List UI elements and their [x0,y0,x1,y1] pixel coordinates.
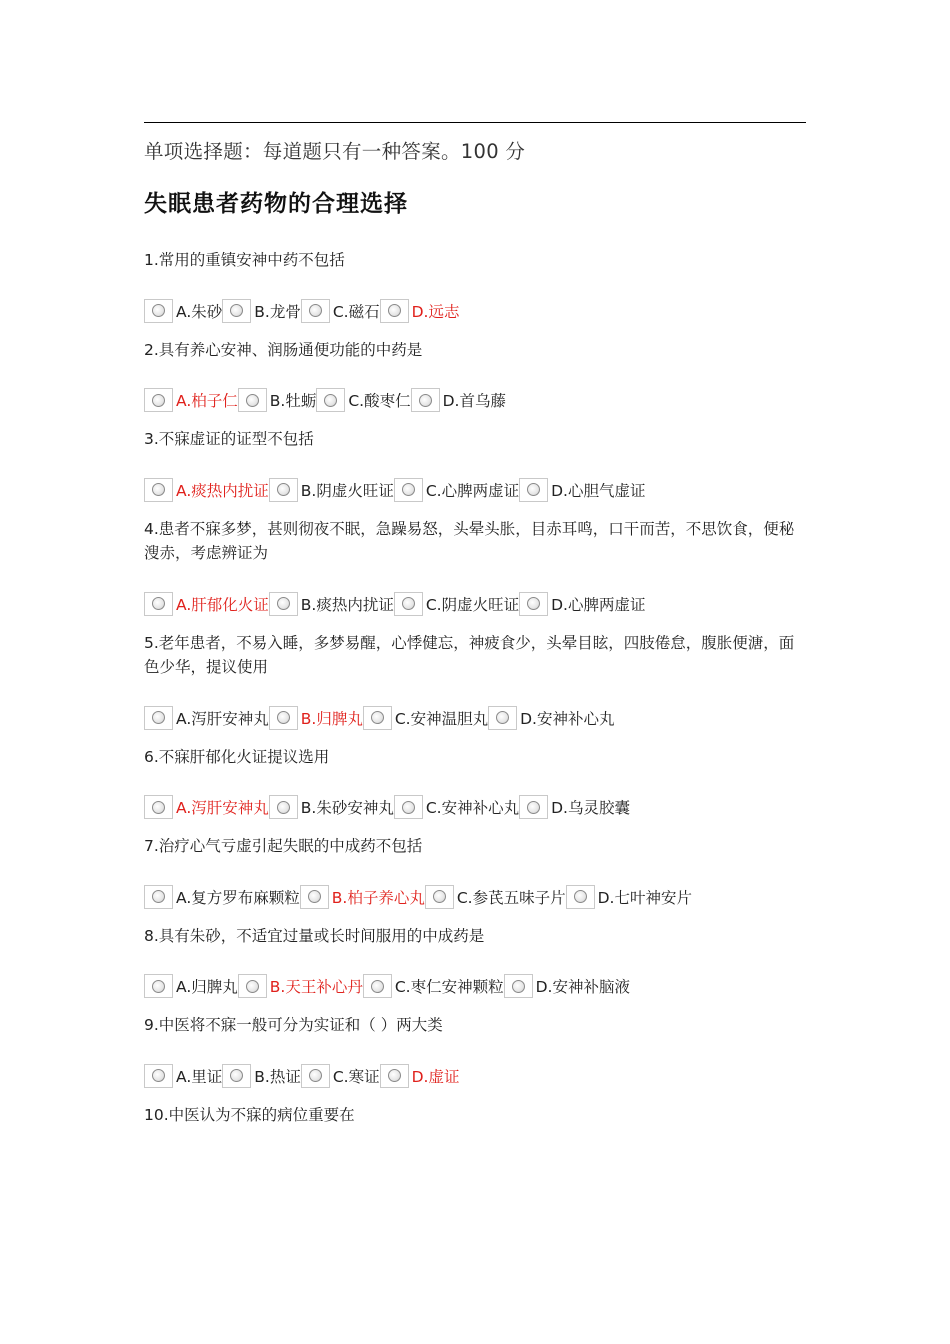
radio-circle-icon [402,597,415,610]
option-label: C.安神补心丸 [425,799,520,817]
options-row [144,296,806,326]
option-radio-button[interactable] [301,299,330,323]
option-radio-button[interactable] [316,388,345,412]
top-rule [144,122,806,123]
options-row [144,703,806,733]
option-label: C.酸枣仁 [348,392,411,410]
option-radio-button[interactable] [519,592,548,616]
radio-circle-icon [152,394,165,407]
radio-circle-icon [512,980,525,993]
option-radio-button[interactable] [144,592,173,616]
question-text: 7.治疗心气亏虚引起失眠的中成药不包括 [144,837,423,855]
option-radio-button[interactable] [363,706,392,730]
radio-circle-icon [246,980,259,993]
radio-circle-icon [371,711,384,724]
question-text: 2.具有养心安神、润肠通便功能的中药是 [144,340,423,359]
option-label: A.复方罗布麻颗粒 [176,888,300,907]
option-label-correct: D.远志 [411,302,460,321]
radio-circle-icon [388,304,401,317]
question-text: 6.不寐肝郁化火证提议选用 [144,747,330,766]
option-radio-button[interactable] [238,974,267,998]
option-label: A.泻肝安神丸 [176,709,269,728]
option-label: A.归脾丸 [176,978,238,996]
option-label: D.乌灵胶囊 [551,799,630,817]
question-text: 10.中医认为不寐的病位重要在 [144,1105,355,1124]
option-label-correct: A.柏子仁 [176,392,238,410]
question-2 [144,338,806,416]
radio-circle-icon [402,483,415,496]
radio-circle-icon [309,304,322,317]
question-text: 8.具有朱砂，不适宜过量或长时间服用的中成药是 [144,926,485,945]
question-text: 3.不寐虚证的证型不包括 [144,430,314,448]
option-label-correct: A.泻肝安神丸 [176,799,269,817]
radio-circle-icon [277,801,290,814]
option-radio-button[interactable] [222,299,251,323]
option-label-correct: D.虚证 [411,1067,460,1086]
option-label: D.七叶神安片 [597,888,692,907]
option-radio-button[interactable] [300,885,329,909]
radio-circle-icon [527,597,540,610]
radio-circle-icon [402,801,415,814]
option-radio-button[interactable] [269,706,298,730]
option-radio-button[interactable] [144,388,173,412]
radio-circle-icon [152,711,165,724]
radio-circle-icon [574,890,587,903]
option-label: B.朱砂安神丸 [300,799,394,817]
radio-circle-icon [152,304,165,317]
options-row [144,1061,806,1091]
question-1 [144,248,806,326]
option-label: C.阴虚火旺证 [425,595,520,614]
options-row [144,882,806,912]
option-label: D.首乌藤 [442,392,506,410]
instructions-header: 单项选择题：每道题只有一种答案。100 分 [144,140,526,163]
radio-circle-icon [433,890,446,903]
option-radio-button[interactable] [269,592,298,616]
option-radio-button[interactable] [504,974,533,998]
option-label: B.痰热内扰证 [300,595,394,614]
option-label: B.阴虚火旺证 [300,481,394,500]
option-radio-button[interactable] [394,592,423,616]
option-label: A.里证 [176,1067,223,1086]
option-label: D.安神补脑液 [535,978,630,996]
radio-circle-icon [527,483,540,496]
option-radio-button[interactable] [144,1064,173,1088]
option-radio-button[interactable] [488,706,517,730]
radio-circle-icon [152,801,165,814]
option-label: A.朱砂 [176,302,223,321]
options-row [144,971,806,1001]
option-label: B.牡蛎 [269,392,317,410]
option-radio-button[interactable] [144,974,173,998]
question-4 [144,517,806,619]
option-radio-button[interactable] [363,974,392,998]
option-radio-button[interactable] [380,1064,409,1088]
question-list [144,248,806,1127]
option-label: D.安神补心丸 [520,709,615,728]
question-10 [144,1103,806,1128]
options-row [144,475,806,505]
option-radio-button[interactable] [519,478,548,502]
option-radio-button[interactable] [411,388,440,412]
option-label-correct: B.归脾丸 [300,709,363,728]
question-text: 1.常用的重镇安神中药不包括 [144,251,345,269]
option-label: B.热证 [254,1067,301,1086]
option-radio-button[interactable] [394,478,423,502]
option-label-correct: B.柏子养心丸 [331,888,425,907]
radio-circle-icon [277,483,290,496]
radio-circle-icon [230,1069,243,1082]
option-radio-button[interactable] [144,478,173,502]
radio-circle-icon [152,597,165,610]
question-5 [144,631,806,733]
radio-circle-icon [388,1069,401,1082]
option-label-correct: B.天王补心丹 [269,978,363,996]
question-text: 5.老年患者，不易入睡，多梦易醒，心悸健忘，神疲食少，头晕目眩，四肢倦怠，腹胀便溏，面色少华，提议使用 [144,633,795,676]
radio-circle-icon [527,801,540,814]
options-row [144,385,806,415]
radio-circle-icon [277,597,290,610]
radio-circle-icon [152,980,165,993]
radio-circle-icon [371,980,384,993]
option-radio-button[interactable] [144,299,173,323]
question-6 [144,745,806,823]
question-text: 4.患者不寐多梦，甚则彻夜不眠，急躁易怒，头晕头胀，目赤耳鸣，口干而苦，不思饮食，便秘溲赤，考虑辨证为 [144,519,795,562]
option-radio-button[interactable] [269,478,298,502]
radio-circle-icon [419,394,432,407]
option-radio-button[interactable] [238,388,267,412]
option-radio-button[interactable] [269,795,298,819]
option-radio-button[interactable] [566,885,595,909]
radio-circle-icon [230,304,243,317]
option-label: C.参芪五味子片 [456,888,566,907]
options-row [144,792,806,822]
question-7 [144,834,806,912]
option-radio-button[interactable] [301,1064,330,1088]
radio-circle-icon [246,394,259,407]
option-label: C.心脾两虚证 [425,481,520,500]
radio-circle-icon [308,890,321,903]
option-label: C.安神温胆丸 [394,709,489,728]
option-radio-button[interactable] [144,795,173,819]
option-radio-button[interactable] [144,706,173,730]
option-radio-button[interactable] [380,299,409,323]
question-8 [144,924,806,1002]
page-title: 失眠患者药物的合理选择 [144,191,408,217]
option-radio-button[interactable] [144,885,173,909]
option-radio-button[interactable] [394,795,423,819]
question-3 [144,427,806,505]
options-row [144,589,806,619]
option-label-correct: A.痰热内扰证 [176,481,269,500]
option-label-correct: A.肝郁化火证 [176,595,269,614]
option-label: C.寒证 [332,1067,380,1086]
option-radio-button[interactable] [519,795,548,819]
radio-circle-icon [309,1069,322,1082]
option-label: D.心胆气虚证 [551,481,646,500]
option-radio-button[interactable] [425,885,454,909]
option-label: D.心脾两虚证 [551,595,646,614]
option-label: C.枣仁安神颗粒 [394,978,504,996]
option-label: B.龙骨 [254,302,301,321]
option-radio-button[interactable] [222,1064,251,1088]
option-label: C.磁石 [332,302,380,321]
radio-circle-icon [324,394,337,407]
radio-circle-icon [152,483,165,496]
radio-circle-icon [152,1069,165,1082]
question-text: 9.中医将不寐一般可分为实证和（ ）两大类 [144,1016,443,1034]
radio-circle-icon [152,890,165,903]
radio-circle-icon [277,711,290,724]
radio-circle-icon [496,711,509,724]
question-9 [144,1013,806,1091]
